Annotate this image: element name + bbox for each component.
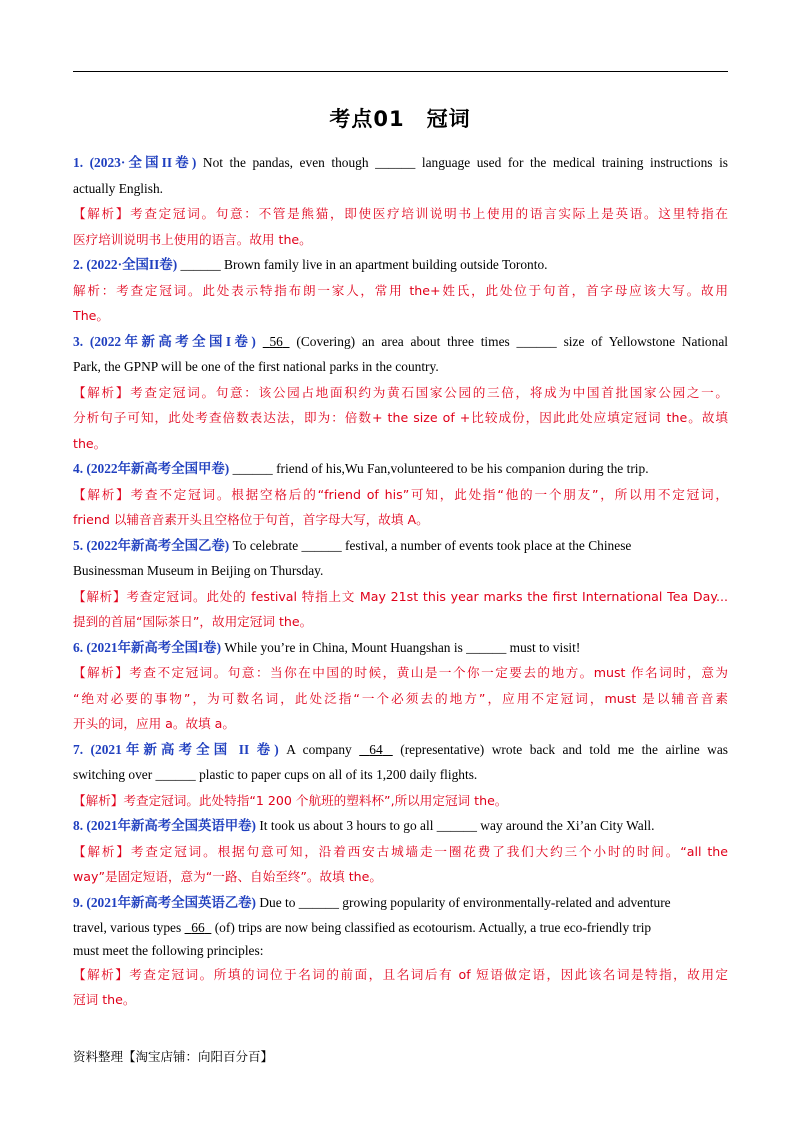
question-source: 8. (2021年新高考全国英语甲卷)	[73, 818, 256, 833]
question-source: 6. (2021年新高考全国I卷)	[73, 639, 222, 655]
answer-2-line-1: 解析：考查定冠词。此处表示特指布朗一家人，常用 the+姓氏，此处位于句首，首字母应该大写。故用	[73, 282, 728, 298]
answer-4-line-1: 【解析】考查不定冠词。根据空格后的“friend of his”可知，此处指“他的一个朋友”，所以用不定冠词，	[73, 486, 728, 502]
question-3-line-2: Park, the GPNP will be one of the first national parks in the country.	[73, 359, 439, 374]
answer-5-line-1: 【解析】考查定冠词。此处的 festival 特指上文 May 21st this year marks the first International Tea Day...	[73, 588, 728, 604]
question-5-line-2: Businessman Museum in Beijing on Thursday.	[73, 563, 324, 578]
answer-1-line-1: 【解析】考查定冠词。句意：不管是熊猫，即使医疗培训说明书上使用的语言实际上是英语。这里特指在	[73, 206, 728, 221]
question-5-line-1: 5. (2022年新高考全国乙卷) To celebrate ______ festival, a number of events took place at the Chinese	[73, 537, 632, 553]
page-footer: 资料整理【淘宝店铺：向阳百分百】	[73, 1049, 274, 1064]
question-1-line-2: actually English.	[73, 180, 163, 196]
question-source: 7. (2021年新高考全国 II 卷)	[73, 741, 279, 757]
question-source: 2. (2022·全国II卷)	[73, 257, 178, 272]
answer-7-line-1: 【解析】考查定冠词。此处特指“1 200 个航班的塑料杯”,所以用定冠词 the。	[73, 792, 508, 808]
question-source: 1. (2023·全国II卷)	[73, 155, 197, 170]
answer-1-line-2: 医疗培训说明书上使用的语言。故用 the。	[73, 231, 312, 247]
question-9-line-2: travel, various types 66 (of) trips are now being classified as ecotourism. Actually, a true eco-friendly trip	[73, 915, 728, 941]
answer-6-line-1: 【解析】考查不定冠词。句意：当你在中国的时候，黄山是一个你一定要去的地方。must 作名词时，意为	[73, 665, 728, 680]
answer-6-line-3: 开头的词，应用 a。故填 a。	[73, 716, 235, 731]
top-rule	[73, 71, 728, 72]
question-7-line-2: switching over ______ plastic to paper cups on all of its 1,200 daily flights.	[73, 767, 478, 782]
answer-8-line-2: way”是固定短语，意为“一路、自始至终”。故填 the。	[73, 869, 382, 884]
answer-9-line-1: 【解析】考查定冠词。所填的词位于名词的前面，且名词后有 of 短语做定语，因此该名词是特指，故用定	[73, 966, 728, 982]
answer-6-line-2: “绝对必要的事物”，为可数名词，此处泛指“一个必须去的地方”，应用不定冠词，must 是以辅音音素	[73, 690, 728, 706]
blank-number: 64	[369, 741, 383, 757]
question-source: 9. (2021年新高考全国英语乙卷)	[73, 894, 256, 910]
question-2-line-1: 2. (2022·全国II卷) ______ Brown family live in an apartment building outside Toronto.	[73, 257, 548, 272]
question-6-line-1: 6. (2021年新高考全国I卷) While you’re in China, Mount Huangshan is ______ must to visit!	[73, 639, 581, 655]
question-3-line-1: 3. (2022年新高考全国I卷) 56 (Covering) an area about three times ______ size of Yellowstone National	[73, 329, 728, 355]
page-title: 考点01 冠词	[329, 107, 471, 131]
question-1-line-1: 1. (2023·全国II卷) Not the pandas, even though ______ language used for the medical training instructions is	[73, 155, 728, 170]
question-source: 3. (2022年新高考全国I卷)	[73, 333, 256, 349]
question-9-line-1: 9. (2021年新高考全国英语乙卷) Due to ______ growing popularity of environmentally-related and adventure	[73, 894, 671, 910]
question-source: 4. (2022年新高考全国甲卷)	[73, 461, 230, 476]
answer-8-line-1: 【解析】考查定冠词。根据句意可知，沿着西安古城墙走一圈花费了我们大约三个小时的时间。“all the	[73, 843, 728, 859]
answer-5-line-2: 提到的首届“国际茶日”，故用定冠词 the。	[73, 614, 313, 629]
question-list	[73, 150, 728, 1013]
question-4-line-1: 4. (2022年新高考全国甲卷) ______ friend of his,Wu Fan,volunteered to be his companion during the trip.	[73, 461, 649, 476]
question-source: 5. (2022年新高考全国乙卷)	[73, 537, 230, 553]
answer-4-line-2: friend 以辅音音素开头且空格位于句首，首字母大写，故填 A。	[73, 512, 429, 527]
question-8-line-1: 8. (2021年新高考全国英语甲卷) It took us about 3 hours to go all ______ way around the Xi’an City Wall.	[73, 818, 655, 833]
blank-number: 66	[191, 920, 205, 935]
question-7-line-1: 7. (2021年新高考全国 II 卷) A company 64 (representative) wrote back and told me the airline was	[73, 737, 728, 763]
answer-3-line-1: 【解析】考查定冠词。句意：该公园占地面积约为黄石国家公园的三倍，将成为中国首批国家公园之一。	[73, 384, 728, 400]
blank-number: 56	[269, 333, 283, 349]
answer-3-line-2: 分析句子可知，此处考查倍数表达法，即为：倍数+ the size of +比较成份，因此此处应填定冠词 the。故填	[73, 410, 728, 425]
answer-9-line-2: 冠词 the。	[73, 992, 136, 1007]
question-9-line-3: must meet the following principles:	[73, 942, 264, 958]
answer-3-line-3: the。	[73, 435, 107, 451]
answer-2-line-2: The。	[73, 308, 110, 323]
